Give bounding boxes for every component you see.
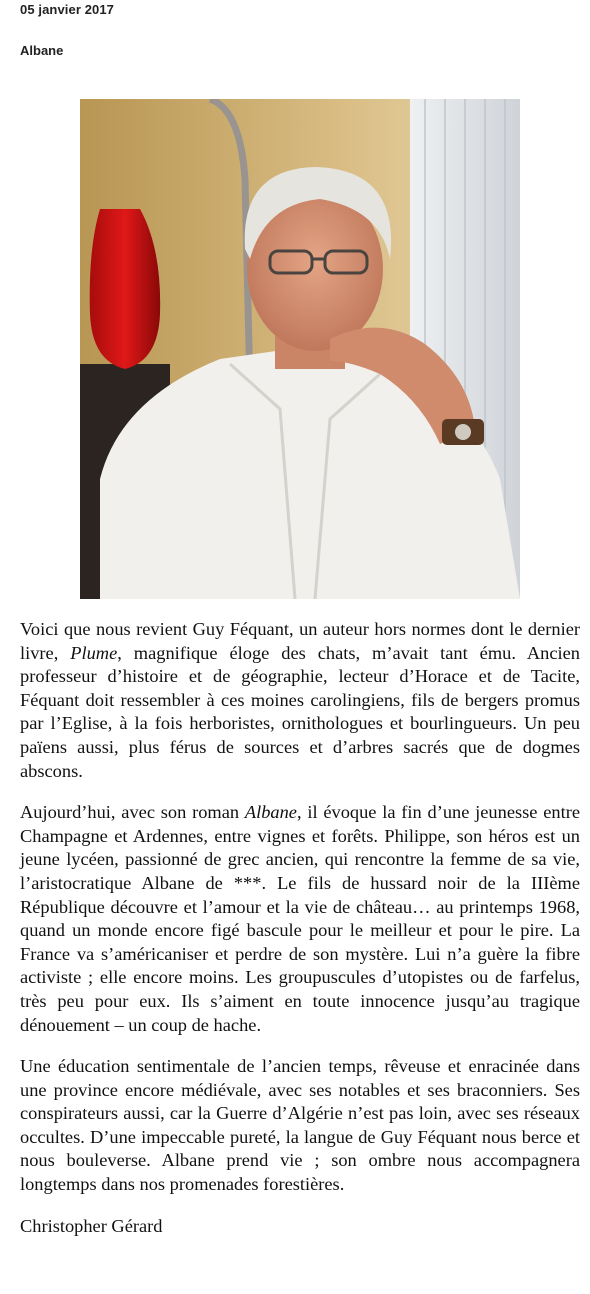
author-signature: Christopher Gérard	[20, 1215, 163, 1236]
post-title: Albane	[20, 43, 64, 58]
post-date: 05 janvier 2017	[20, 2, 115, 17]
article-body	[20, 618, 580, 1256]
author-portrait-photo	[80, 99, 520, 599]
article-paragraph-1: Voici que nous revient Guy Féquant, un auteur hors normes dont le dernier livre, Plume, magnifique éloge des chats, m’avait tant ému. Ancien professeur d’histoire et de géographie, lecteur d’Horace et de Tacite, Féquant doit ressembler à ces moines carolingiens, fils de bergers promus par l’Eglise, à la fois herboristes, ornithologues et bourlingueurs. Un peu païens aussi, plus férus de sources et d’arbres sacrés que de dogmes abscons.	[20, 619, 580, 781]
book-title-albane: Albane	[244, 802, 297, 823]
book-title-plume: Plume	[70, 642, 118, 663]
article-paragraph-2: Aujourd’hui, avec son roman Albane, il évoque la fin d’une jeunesse entre Champagne et Ardennes, entre vignes et forêts. Philippe, son héros est un jeune lycéen, passionné de grec ancien, qui rencontre la femme de sa vie, l’aristocratique Albane de ***. Le fils de hussard noir de la IIIème République découvre et l’amour et la vie de château… au printemps 1968, quand un monde encore figé bascule pour le meilleur et pour le pire. La France va s’américaniser et perdre de son mystère. Lui n’a guère la fibre activiste ; elle encore moins. Les groupuscules d’utopistes ou de farfelus, très peu pour eux. Ils s’aiment en toute innocence jusqu’au tragique dénouement – un coup de hache.	[20, 802, 580, 1035]
article-paragraph-3: Une éducation sentimentale de l’ancien temps, rêveuse et enracinée dans une province encore médiévale, avec ses notables et ses braconniers. Ses conspirateurs aussi, car la Guerre d’Algérie n’est pas loin, avec ses réseaux occultes. D’une impeccable pureté, la langue de Guy Féquant nous berce et nous bouleverse. Albane prend vie ; son ombre nous accompagnera longtemps dans nos promenades forestières.	[20, 1056, 580, 1195]
